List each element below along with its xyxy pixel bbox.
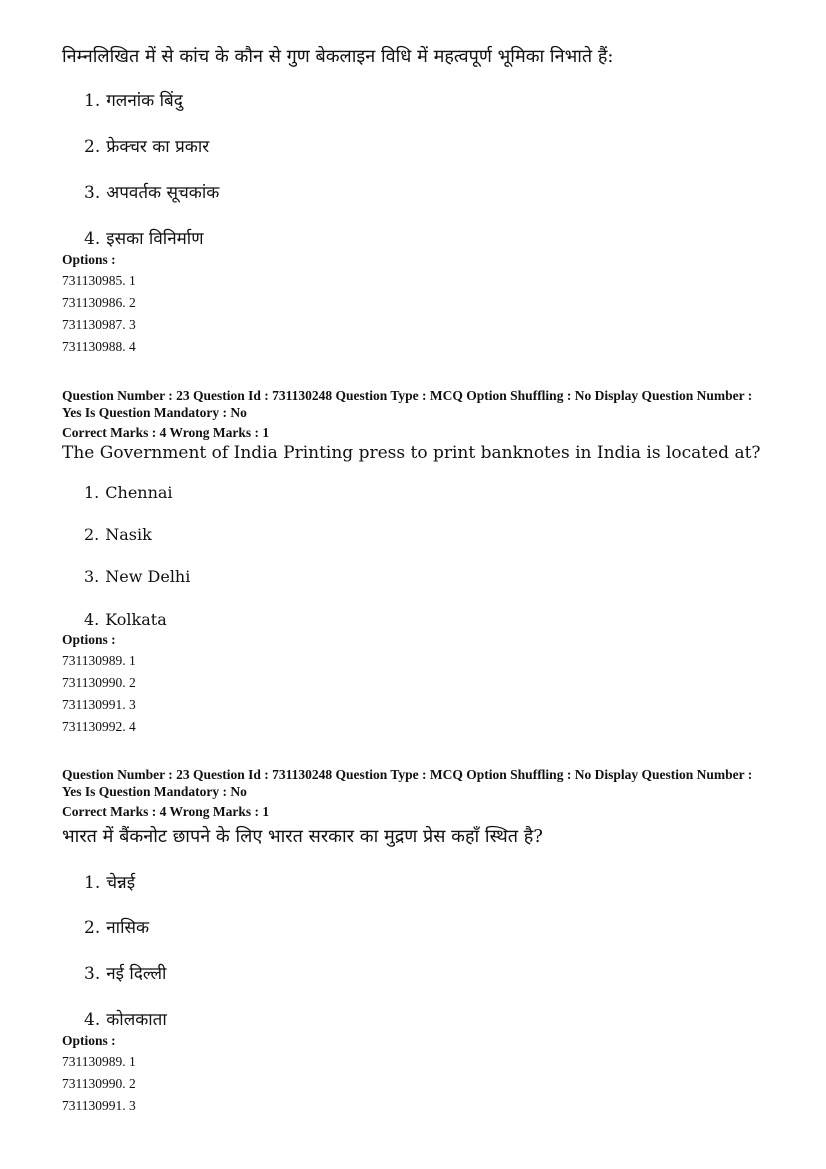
option-id: 731130989. 1: [62, 1054, 136, 1069]
choice-text: अपवर्तक सूचकांक: [106, 183, 220, 203]
question-text: भारत में बैंकनोट छापने के लिए भारत सरकार का मुद्रण प्रेस कहाँ स्थित है?: [62, 826, 543, 847]
choice-number: 4.: [84, 1010, 101, 1030]
answer-choice: [84, 961, 166, 984]
option-id: 731130992. 4: [62, 719, 136, 734]
option-id: 731130987. 3: [62, 317, 136, 332]
question-marks: Correct Marks : 4 Wrong Marks : 1: [62, 804, 270, 819]
answer-choice: [84, 88, 183, 111]
answer-choice: [84, 180, 219, 203]
answer-choice: [84, 915, 149, 938]
choice-number: 1.: [84, 91, 101, 111]
option-id: 731130990. 2: [62, 675, 136, 690]
options-label: Options :: [62, 252, 116, 267]
question-text: The Government of India Printing press to print banknotes in India is located at?: [62, 443, 761, 463]
choice-number: 3.: [84, 183, 101, 203]
option-id: 731130991. 3: [62, 697, 136, 712]
options-label: Options :: [62, 632, 116, 647]
options-label: Options :: [62, 1033, 116, 1048]
choice-number: 4.: [84, 610, 100, 629]
question-marks: Correct Marks : 4 Wrong Marks : 1: [62, 425, 270, 440]
option-id: 731130986. 2: [62, 295, 136, 310]
answer-choice: [84, 483, 173, 502]
option-id: 731130991. 3: [62, 1098, 136, 1113]
choice-text: नई दिल्ली: [106, 964, 167, 984]
choice-text: फ्रेक्चर का प्रकार: [106, 137, 210, 157]
answer-choice: [84, 1007, 167, 1030]
question-text: निम्नलिखित में से कांच के कौन से गुण बेकलाइन विधि में महत्वपूर्ण भूमिका निभाते हैं:: [62, 46, 614, 67]
option-id: 731130990. 2: [62, 1076, 136, 1091]
answer-choice: [84, 610, 167, 629]
choice-number: 1.: [84, 483, 100, 502]
option-id: 731130989. 1: [62, 653, 136, 668]
choice-text: Kolkata: [105, 610, 167, 629]
choice-text: कोलकाता: [106, 1010, 167, 1030]
choice-number: 2.: [84, 918, 101, 938]
answer-choice: [84, 567, 190, 586]
answer-choice: [84, 226, 204, 249]
option-id: 731130985. 1: [62, 273, 136, 288]
question-meta: Question Number : 23 Question Id : 731130248 Question Type : MCQ Option Shuffling : No Display Question Number : Yes Is Question Mandatory : No: [62, 388, 753, 420]
choice-text: Nasik: [105, 525, 152, 544]
choice-number: 3.: [84, 964, 101, 984]
choice-number: 4.: [84, 229, 101, 249]
choice-number: 3.: [84, 567, 100, 586]
answer-choice: [84, 870, 135, 893]
choice-text: नासिक: [106, 918, 150, 938]
choice-text: New Delhi: [105, 567, 191, 586]
choice-number: 2.: [84, 525, 100, 544]
choice-text: इसका विनिर्माण: [106, 229, 204, 249]
choice-text: Chennai: [105, 483, 173, 502]
answer-choice: [84, 525, 152, 544]
choice-text: चेन्नई: [106, 873, 136, 893]
choice-text: गलनांक बिंदु: [106, 91, 183, 111]
question-meta: Question Number : 23 Question Id : 731130248 Question Type : MCQ Option Shuffling : No Display Question Number : Yes Is Question Mandatory : No: [62, 767, 753, 799]
choice-number: 1.: [84, 873, 101, 893]
answer-choice: [84, 134, 209, 157]
choice-number: 2.: [84, 137, 101, 157]
option-id: 731130988. 4: [62, 339, 136, 354]
